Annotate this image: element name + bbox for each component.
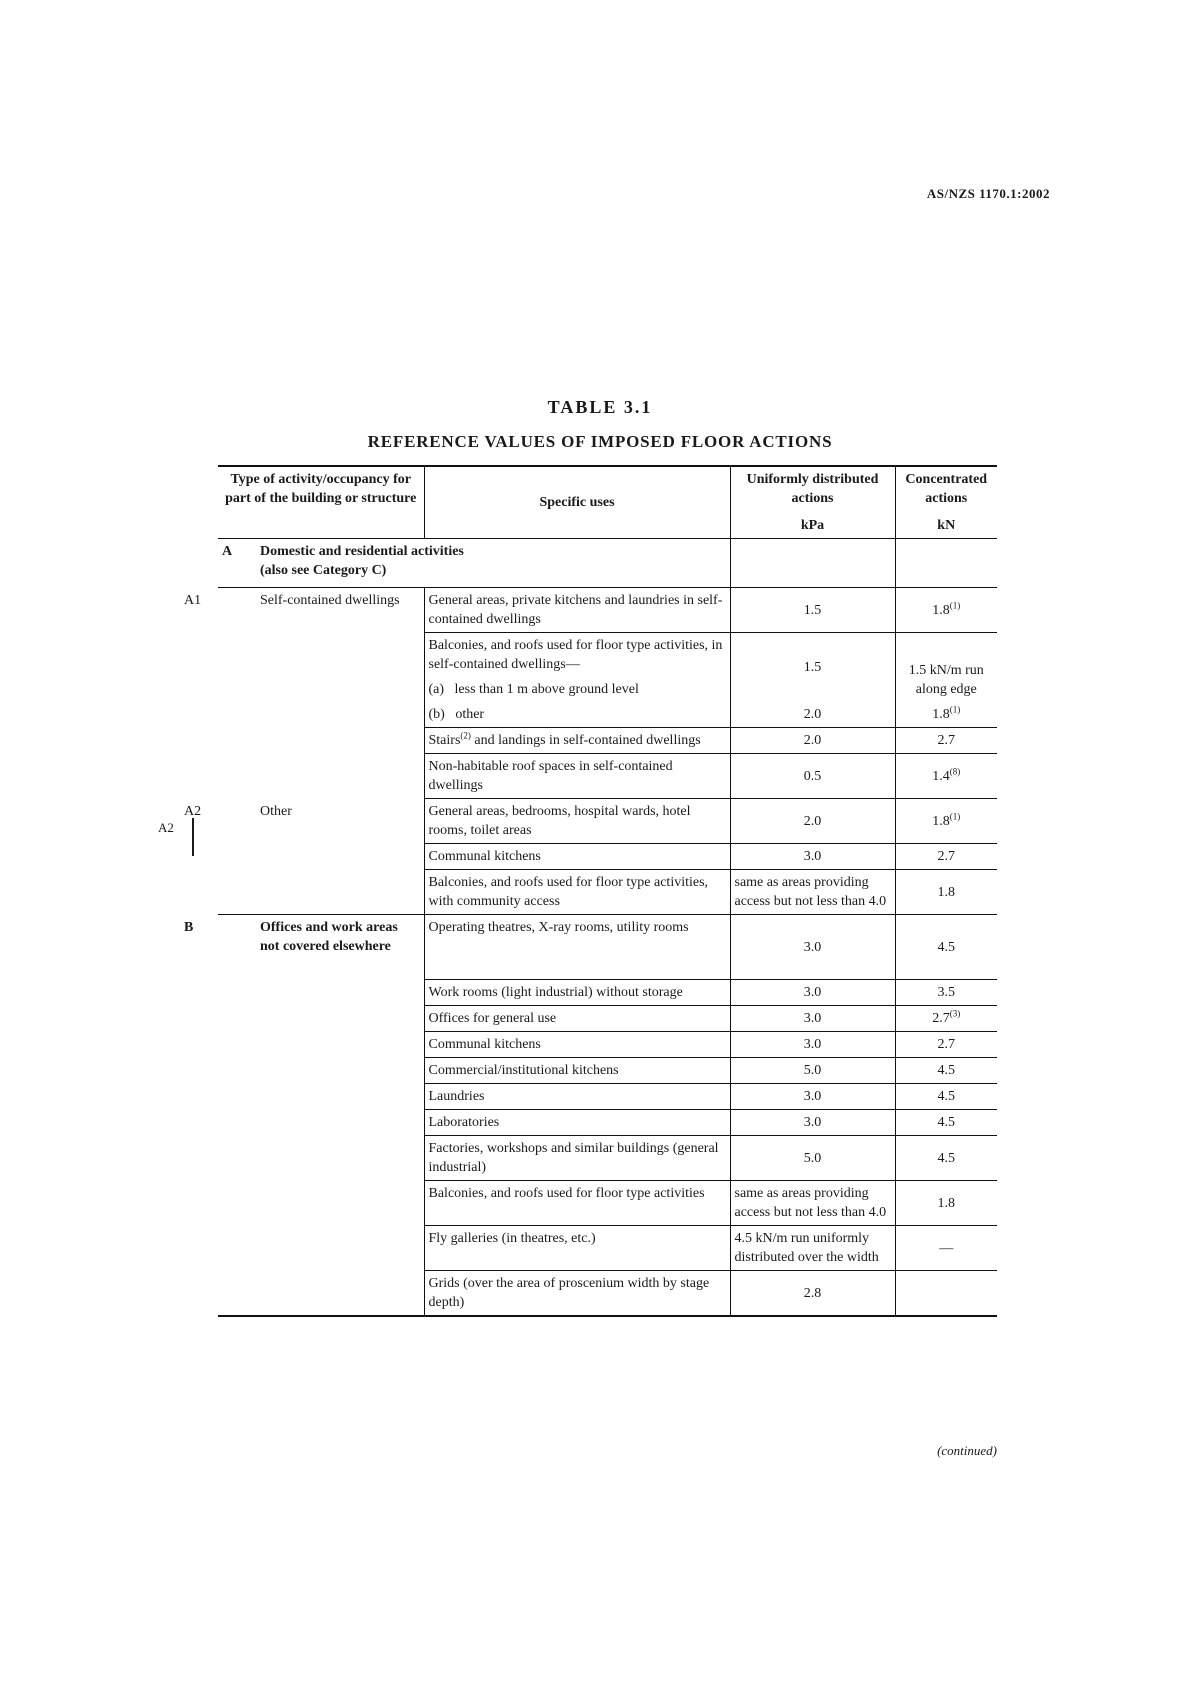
category-a-row (218, 539, 997, 588)
a2-r1-use: General areas, bedrooms, hospital wards, hotel rooms, toilet areas (424, 799, 730, 844)
a2-code: A2 (184, 803, 202, 819)
b-type-cell (184, 915, 424, 1317)
amendment-bar (192, 818, 194, 856)
a1-r1-conc: 1.8$^{(1)}$ (895, 588, 997, 633)
table-row (218, 799, 997, 844)
imposed-actions-table (184, 465, 997, 1317)
a1-r2-a-label: (a) (428, 682, 445, 697)
b-r7-udl: 3.0 (730, 1110, 895, 1136)
a1-r2-intro: Balconies, and roofs used for floor type activities, in self-contained dwellings— (428, 638, 723, 672)
a1-r2-b-conc: 1.8$^{(1)}$ (895, 702, 997, 728)
header-conc-unit: kN (937, 518, 956, 533)
a2-r2-conc: 2.7 (895, 844, 997, 870)
a2-type-cell (184, 799, 424, 915)
header-conc (895, 466, 997, 539)
b-code: B (184, 920, 194, 935)
a1-r3-udl: 2.0 (730, 728, 895, 754)
b-r1-conc: 4.5 (895, 915, 997, 980)
a1-r3-use: Stairs$^{(2)}$ and landings in self-contained dwellings (424, 728, 730, 754)
header-type-label: Type of activity/occupancy for part of the building or structure (225, 472, 417, 506)
a2-r3-use: Balconies, and roofs used for floor type activities, with community access (424, 870, 730, 915)
a1-r1-udl: 1.5 (730, 588, 895, 633)
category-a-note: (also see Category C) (260, 563, 387, 578)
header-uses (424, 466, 730, 539)
standard-code: AS/NZS 1170.1:2002 (926, 186, 1050, 201)
b-r2-conc: 3.5 (895, 980, 997, 1006)
b-r10-use: Fly galleries (in theatres, etc.) (424, 1226, 730, 1271)
b-r2-use: Work rooms (light industrial) without storage (424, 980, 730, 1006)
b-r6-use: Laundries (424, 1084, 730, 1110)
table-title: REFERENCE VALUES OF IMPOSED FLOOR ACTIONS (367, 432, 833, 451)
b-r4-udl: 3.0 (730, 1032, 895, 1058)
a2-r3-conc: 1.8 (895, 870, 997, 915)
b-label: Offices and work areas not covered elsewhere (260, 920, 398, 954)
b-r9-use: Balconies, and roofs used for floor type activities (424, 1181, 730, 1226)
continued-note: (continued) (937, 1443, 997, 1458)
b-r10-udl: 4.5 kN/m run uniformly distributed over the width (730, 1226, 895, 1271)
b-r3-udl: 3.0 (730, 1006, 895, 1032)
b-r3-conc: 2.7$^{(3)}$ (895, 1006, 997, 1032)
header-udl (730, 466, 895, 539)
a1-r1-use: General areas, private kitchens and laundries in self-contained dwellings (424, 588, 730, 633)
header-uses-label: Specific uses (539, 495, 615, 510)
a1-type-cell (184, 588, 424, 799)
table-row (218, 588, 997, 633)
a1-r2-b-udl: 2.0 (730, 702, 895, 728)
header-udl-label: Uniformly distributed actions (746, 472, 879, 506)
a1-code: A1 (184, 593, 202, 608)
header-type (218, 466, 424, 539)
a1-r2-a-udl: 1.5 (730, 633, 895, 703)
header-row (218, 466, 997, 539)
b-r4-use: Communal kitchens (424, 1032, 730, 1058)
b-r9-udl: same as areas providing access but not less than 4.0 (730, 1181, 895, 1226)
a1-r3-conc: 2.7 (895, 728, 997, 754)
a2-r1-conc: 1.8$^{(1)}$ (895, 799, 997, 844)
table-number: TABLE 3.1 (547, 397, 653, 417)
a1-r4-use: Non-habitable roof spaces in self-contained dwellings (424, 754, 730, 799)
category-a-title: Domestic and residential activities (260, 544, 464, 559)
b-r11-conc (895, 1271, 997, 1317)
a1-r4-udl: 0.5 (730, 754, 895, 799)
b-r11-udl: 2.8 (730, 1271, 895, 1317)
category-a-code: A (222, 544, 233, 559)
b-r1-udl: 3.0 (730, 915, 895, 980)
b-r6-udl: 3.0 (730, 1084, 895, 1110)
a1-r2-use (424, 633, 730, 703)
a2-r2-use: Communal kitchens (424, 844, 730, 870)
a1-r2-a-conc: 1.5 kN/m run along edge (895, 633, 997, 703)
header-udl-unit: kPa (800, 518, 825, 533)
b-r6-conc: 4.5 (895, 1084, 997, 1110)
b-r7-use: Laboratories (424, 1110, 730, 1136)
a2-r1-udl: 2.0 (730, 799, 895, 844)
a2-r2-udl: 3.0 (730, 844, 895, 870)
a1-r2-b-text: other (455, 707, 485, 722)
b-r11-use: Grids (over the area of proscenium width by stage depth) (424, 1271, 730, 1317)
b-r5-udl: 5.0 (730, 1058, 895, 1084)
b-r8-use: Factories, workshops and similar buildings (general industrial) (424, 1136, 730, 1181)
a1-r2-b-label: (b) (428, 707, 445, 722)
a1-r4-conc: 1.4$^{(8)}$ (895, 754, 997, 799)
a1-label: Self-contained dwellings (260, 593, 400, 608)
a2-r3-udl: same as areas providing access but not less than 4.0 (730, 870, 895, 915)
amendment-mark: A2 (158, 820, 174, 835)
b-r4-conc: 2.7 (895, 1032, 997, 1058)
b-r8-udl: 5.0 (730, 1136, 895, 1181)
category-a-heading (218, 539, 730, 588)
table-row (218, 915, 997, 980)
b-r7-conc: 4.5 (895, 1110, 997, 1136)
a1-r2-a-text: less than 1 m above ground level (454, 682, 639, 697)
b-r1-use: Operating theatres, X-ray rooms, utility rooms (424, 915, 730, 980)
a2-label: Other (260, 803, 292, 819)
b-r9-conc: 1.8 (895, 1181, 997, 1226)
b-r5-use: Commercial/institutional kitchens (424, 1058, 730, 1084)
header-conc-label: Concentrated actions (905, 472, 988, 506)
a1-r2-b-use (424, 702, 730, 728)
b-r3-use: Offices for general use (424, 1006, 730, 1032)
b-r8-conc: 4.5 (895, 1136, 997, 1181)
b-r5-conc: 4.5 (895, 1058, 997, 1084)
b-r2-udl: 3.0 (730, 980, 895, 1006)
b-r10-conc: — (895, 1226, 997, 1271)
